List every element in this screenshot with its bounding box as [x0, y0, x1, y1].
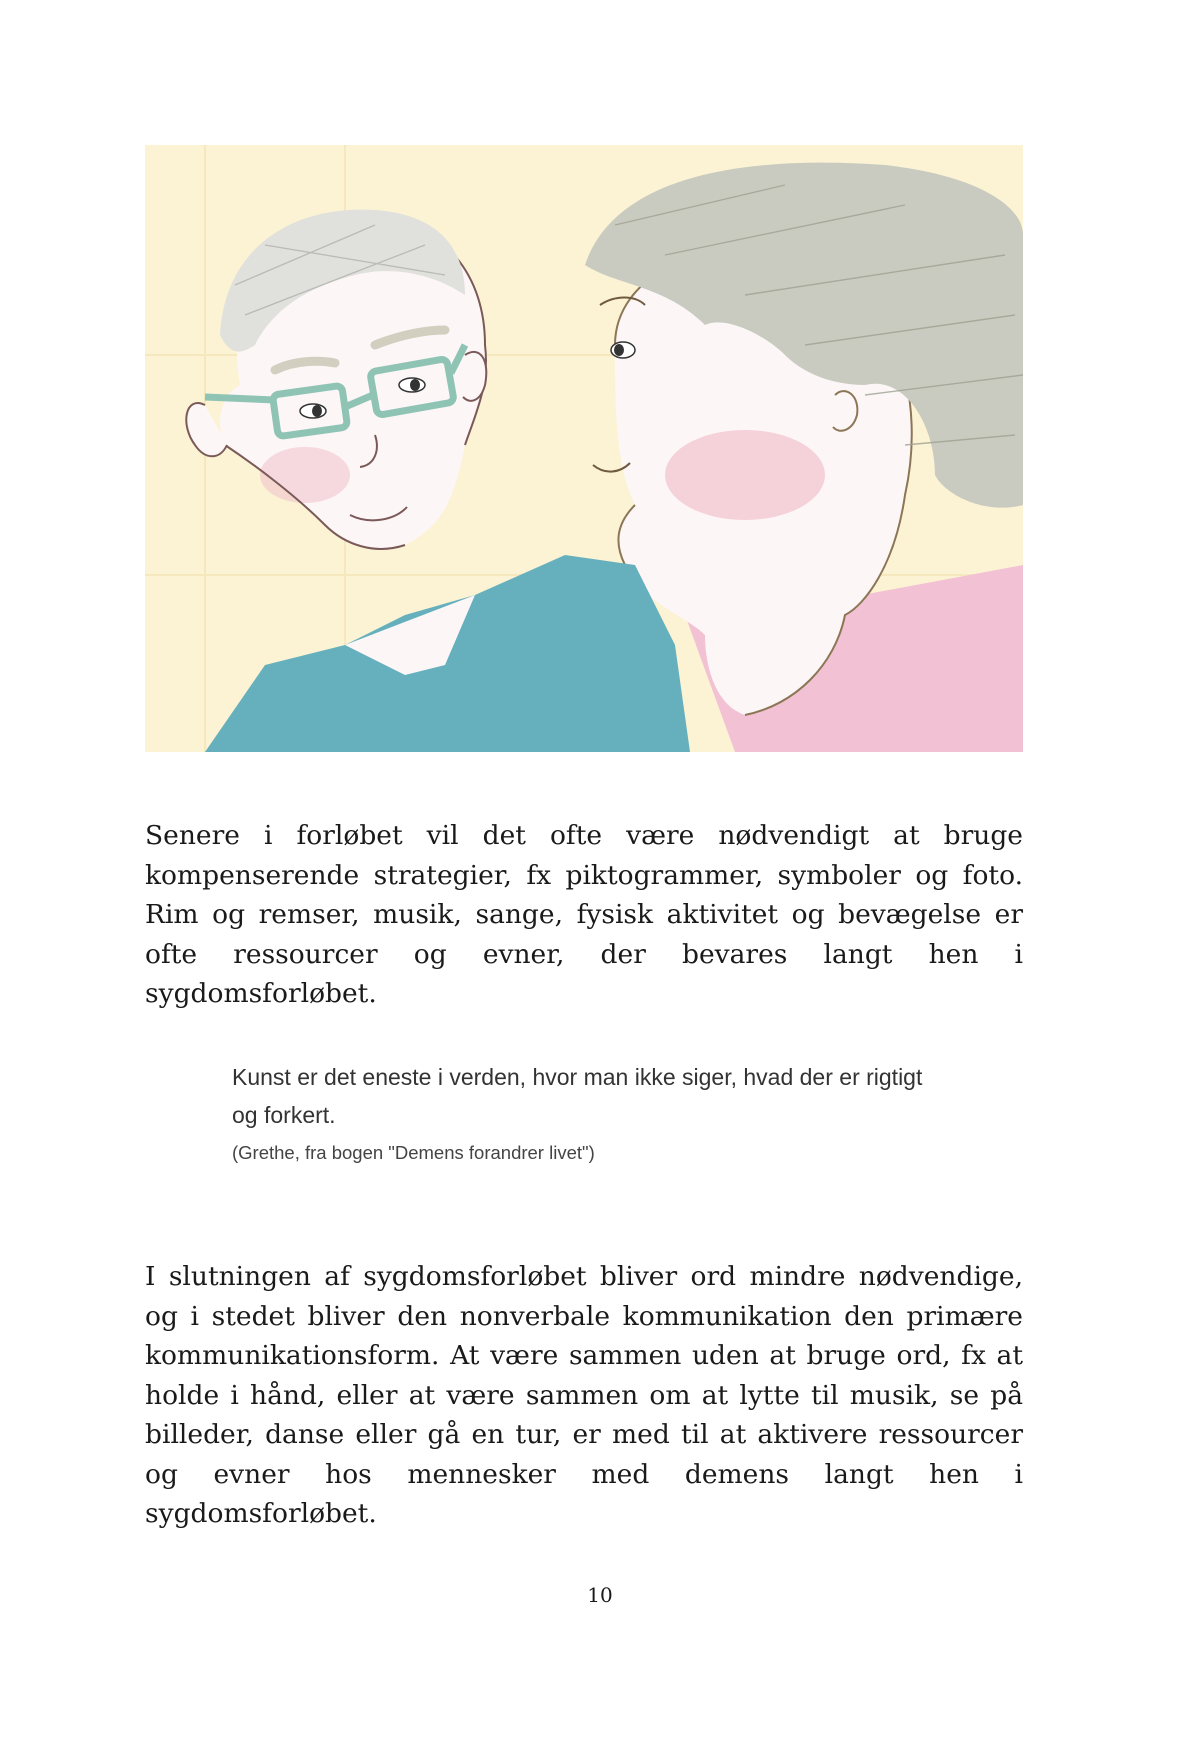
- body-paragraph-1: Senere i forløbet vil det ofte være nødvendigt at bruge kompenserende strategier, fx piktogrammer, symboler og foto. Rim og remser, musik, sange, fysisk aktivitet og bevægelse er ofte ressourcer og evner, der bevares langt hen i sygdomsforløbet.: [145, 820, 1023, 1009]
- quote-text: Kunst er det eneste i verden, hvor man ikke siger, hvad der er rigtigt og forkert.: [232, 1064, 923, 1128]
- illustration-drawing: [145, 145, 1023, 752]
- illustration-image: [145, 145, 1023, 752]
- body-paragraph-2: I slutningen af sygdomsforløbet bliver ord mindre nødvendige, og i stedet bliver den nonverbale kommunikation den primære kommunikationsform. At være sammen uden at bruge ord, fx at holde i hånd, eller at være sammen om at lytte til musik, se på billeder, danse eller gå en tur, er med til at aktivere ressourcer og evner hos mennesker med demens langt hen i sygdomsforløbet.: [145, 1261, 1023, 1529]
- quote-source: (Grethe, fra bogen "Demens forandrer livet"): [232, 1142, 595, 1163]
- quote-block: [232, 1058, 952, 1166]
- page-number: 10: [587, 1583, 613, 1607]
